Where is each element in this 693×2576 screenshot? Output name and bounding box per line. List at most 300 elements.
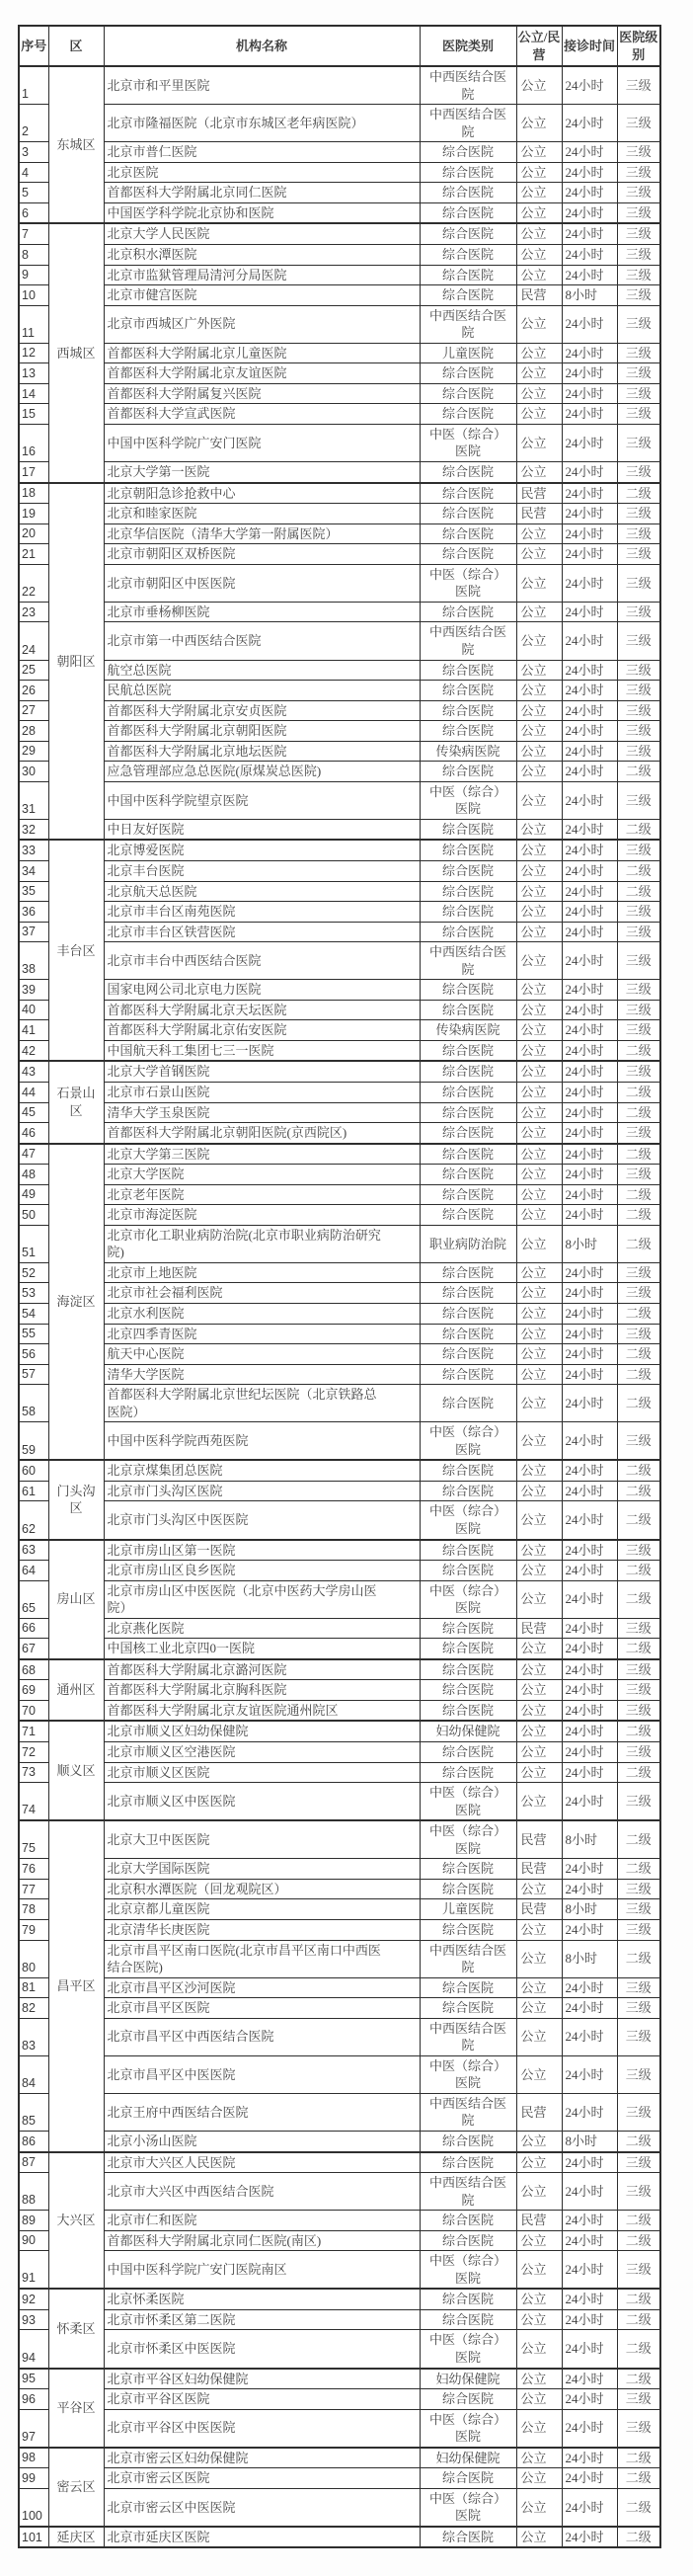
hours-cell: 24小时 bbox=[562, 2448, 617, 2468]
hospital-name-cell: 北京市昌平区医院 bbox=[104, 1998, 420, 2019]
hours-cell: 24小时 bbox=[562, 202, 617, 223]
row-number-cell: 38 bbox=[19, 942, 48, 980]
category-cell: 综合医院 bbox=[420, 881, 516, 902]
table-row bbox=[19, 1700, 660, 1721]
level-cell: 三级 bbox=[617, 305, 660, 343]
ownership-cell: 公立 bbox=[516, 2409, 562, 2448]
hospital-name-cell: 北京市仁和医院 bbox=[104, 2211, 420, 2231]
hospital-name-cell: 北京市昌平区南口医院(北京市昌平区南口中西医结合医院) bbox=[104, 1940, 420, 1977]
ownership-cell: 公立 bbox=[516, 1998, 562, 2019]
district-cell: 延庆区 bbox=[48, 2527, 104, 2548]
ownership-cell: 公立 bbox=[516, 1020, 562, 1041]
district-cell: 大兴区 bbox=[48, 2152, 104, 2290]
table-row bbox=[19, 1940, 660, 1977]
level-cell: 三级 bbox=[617, 2152, 660, 2173]
hours-cell: 24小时 bbox=[562, 762, 617, 782]
table-row bbox=[19, 1460, 660, 1481]
header-hospital-category: 医院类别 bbox=[420, 26, 516, 66]
row-number-cell: 56 bbox=[19, 1344, 48, 1365]
hospital-name-cell: 首都医科大学附属北京同仁医院 bbox=[104, 183, 420, 203]
row-number-cell: 44 bbox=[19, 1082, 48, 1102]
table-row bbox=[19, 1879, 660, 1899]
level-cell: 三级 bbox=[617, 700, 660, 721]
level-cell: 二级 bbox=[617, 1184, 660, 1205]
table-row bbox=[19, 2389, 660, 2410]
ownership-cell: 公立 bbox=[516, 1225, 562, 1262]
row-number-cell: 46 bbox=[19, 1123, 48, 1144]
hospital-name-cell: 国家电网公司北京电力医院 bbox=[104, 980, 420, 1001]
row-number-cell: 66 bbox=[19, 1618, 48, 1639]
hours-cell: 24小时 bbox=[562, 2289, 617, 2309]
category-cell: 综合医院 bbox=[420, 544, 516, 565]
row-number-cell: 23 bbox=[19, 602, 48, 622]
table-row bbox=[19, 2018, 660, 2055]
table-row bbox=[19, 404, 660, 425]
ownership-cell: 公立 bbox=[516, 2173, 562, 2211]
table-row bbox=[19, 1977, 660, 1998]
hospital-name-cell: 北京大学第三医院 bbox=[104, 1144, 420, 1165]
table-row bbox=[19, 741, 660, 762]
district-cell: 朝阳区 bbox=[48, 483, 104, 841]
row-number-cell: 45 bbox=[19, 1102, 48, 1123]
category-cell: 综合医院 bbox=[420, 840, 516, 860]
level-cell: 二级 bbox=[617, 2468, 660, 2489]
hospital-name-cell: 北京市密云区中医医院 bbox=[104, 2488, 420, 2527]
level-cell: 二级 bbox=[617, 1561, 660, 1581]
category-cell: 综合医院 bbox=[420, 1324, 516, 1344]
category-cell: 综合医院 bbox=[420, 1061, 516, 1082]
hospital-name-cell: 北京市昌平区中医医院 bbox=[104, 2055, 420, 2093]
hospital-name-cell: 北京市密云区妇幼保健院 bbox=[104, 2448, 420, 2468]
row-number-cell: 76 bbox=[19, 1859, 48, 1880]
ownership-cell: 公立 bbox=[516, 922, 562, 942]
row-number-cell: 17 bbox=[19, 462, 48, 483]
ownership-cell: 公立 bbox=[516, 265, 562, 285]
hospital-name-cell: 北京京都儿童医院 bbox=[104, 1899, 420, 1920]
category-cell: 综合医院 bbox=[420, 1144, 516, 1165]
ownership-cell: 公立 bbox=[516, 2488, 562, 2527]
level-cell: 二级 bbox=[617, 2369, 660, 2389]
level-cell: 二级 bbox=[617, 881, 660, 902]
district-cell: 怀柔区 bbox=[48, 2289, 104, 2368]
hospital-name-cell: 中国中医科学院广安门医院 bbox=[104, 424, 420, 461]
hours-cell: 24小时 bbox=[562, 1762, 617, 1783]
hospital-name-cell: 首都医科大学附属北京佑安医院 bbox=[104, 1020, 420, 1041]
hospital-name-cell: 北京市丰台中西医结合医院 bbox=[104, 942, 420, 980]
hospital-name-cell: 北京怀柔医院 bbox=[104, 2289, 420, 2309]
hours-cell: 24小时 bbox=[562, 1283, 617, 1304]
level-cell: 三级 bbox=[617, 1324, 660, 1344]
ownership-cell: 公立 bbox=[516, 462, 562, 483]
level-cell: 三级 bbox=[617, 1879, 660, 1899]
hospital-name-cell: 北京华信医院（清华大学第一附属医院） bbox=[104, 523, 420, 544]
level-cell: 三级 bbox=[617, 922, 660, 942]
ownership-cell: 公立 bbox=[516, 1919, 562, 1940]
category-cell: 综合医院 bbox=[420, 142, 516, 163]
hours-cell: 24小时 bbox=[562, 343, 617, 363]
row-number-cell: 6 bbox=[19, 202, 48, 223]
hospital-name-cell: 北京市普仁医院 bbox=[104, 142, 420, 163]
level-cell: 三级 bbox=[617, 1262, 660, 1283]
table-row bbox=[19, 1859, 660, 1880]
row-number-cell: 39 bbox=[19, 980, 48, 1001]
level-cell: 二级 bbox=[617, 1364, 660, 1385]
ownership-cell: 公立 bbox=[516, 1422, 562, 1461]
row-number-cell: 32 bbox=[19, 819, 48, 840]
level-cell: 三级 bbox=[617, 504, 660, 524]
table-row bbox=[19, 1501, 660, 1540]
district-cell: 昌平区 bbox=[48, 1820, 104, 2151]
table-row bbox=[19, 840, 660, 860]
level-cell: 三级 bbox=[617, 602, 660, 622]
row-number-cell: 19 bbox=[19, 504, 48, 524]
hospital-name-cell: 首都医科大学附属北京儿童医院 bbox=[104, 343, 420, 363]
category-cell: 综合医院 bbox=[420, 2152, 516, 2173]
level-cell: 三级 bbox=[617, 681, 660, 701]
category-cell: 综合医院 bbox=[420, 922, 516, 942]
row-number-cell: 64 bbox=[19, 1561, 48, 1581]
hospital-name-cell: 北京朝阳急诊抢救中心 bbox=[104, 483, 420, 504]
row-number-cell: 90 bbox=[19, 2230, 48, 2251]
level-cell: 三级 bbox=[617, 523, 660, 544]
row-number-cell: 75 bbox=[19, 1820, 48, 1859]
table-row bbox=[19, 363, 660, 384]
hours-cell: 24小时 bbox=[562, 2055, 617, 2093]
level-cell: 二级 bbox=[617, 1721, 660, 1741]
ownership-cell: 公立 bbox=[516, 223, 562, 244]
table-row bbox=[19, 1364, 660, 1385]
category-cell: 综合医院 bbox=[420, 1481, 516, 1501]
level-cell: 三级 bbox=[617, 2018, 660, 2055]
table-row bbox=[19, 462, 660, 483]
hospital-name-cell: 北京市房山区中医医院（北京中医药大学房山医院） bbox=[104, 1580, 420, 1618]
ownership-cell: 公立 bbox=[516, 1262, 562, 1283]
hospital-name-cell: 北京市密云区医院 bbox=[104, 2468, 420, 2489]
level-cell: 二级 bbox=[617, 819, 660, 840]
hours-cell: 24小时 bbox=[562, 1205, 617, 1226]
ownership-cell: 公立 bbox=[516, 2152, 562, 2173]
ownership-cell: 公立 bbox=[516, 2330, 562, 2369]
row-number-cell: 67 bbox=[19, 1639, 48, 1659]
table-row bbox=[19, 1144, 660, 1165]
category-cell: 中西医结合医院 bbox=[420, 942, 516, 980]
category-cell: 儿童医院 bbox=[420, 1899, 516, 1920]
table-row bbox=[19, 2131, 660, 2151]
hospital-name-cell: 北京市丰台区铁营医院 bbox=[104, 922, 420, 942]
row-number-cell: 95 bbox=[19, 2369, 48, 2389]
level-cell: 二级 bbox=[617, 2131, 660, 2151]
table-row bbox=[19, 2173, 660, 2211]
row-number-cell: 82 bbox=[19, 1998, 48, 2019]
ownership-cell: 公立 bbox=[516, 700, 562, 721]
hours-cell: 24小时 bbox=[562, 860, 617, 881]
category-cell: 中医（综合）医院 bbox=[420, 2330, 516, 2369]
ownership-cell: 公立 bbox=[516, 1540, 562, 1561]
level-cell: 三级 bbox=[617, 1680, 660, 1701]
row-number-cell: 52 bbox=[19, 1262, 48, 1283]
level-cell: 二级 bbox=[617, 2448, 660, 2468]
hospital-name-cell: 北京医院 bbox=[104, 162, 420, 183]
row-number-cell: 48 bbox=[19, 1165, 48, 1185]
table-row bbox=[19, 343, 660, 363]
district-cell: 房山区 bbox=[48, 1540, 104, 1659]
category-cell: 中西医结合医院 bbox=[420, 66, 516, 105]
hospital-name-cell: 中国中医科学院广安门医院南区 bbox=[104, 2251, 420, 2290]
category-cell: 综合医院 bbox=[420, 1998, 516, 2019]
level-cell: 二级 bbox=[617, 2211, 660, 2231]
level-cell: 二级 bbox=[617, 483, 660, 504]
hospital-name-cell: 北京和睦家医院 bbox=[104, 504, 420, 524]
category-cell: 综合医院 bbox=[420, 1344, 516, 1365]
hospital-table-body bbox=[19, 66, 660, 2547]
ownership-cell: 民营 bbox=[516, 2211, 562, 2231]
hospital-name-cell: 北京清华长庚医院 bbox=[104, 1919, 420, 1940]
row-number-cell: 80 bbox=[19, 1940, 48, 1977]
hospital-name-cell: 中国中医科学院西苑医院 bbox=[104, 1422, 420, 1461]
ownership-cell: 公立 bbox=[516, 1040, 562, 1061]
table-row bbox=[19, 902, 660, 923]
hours-cell: 24小时 bbox=[562, 245, 617, 266]
hospital-name-cell: 首都医科大学附属北京朝阳医院 bbox=[104, 721, 420, 742]
hospital-name-cell: 北京市昌平区沙河医院 bbox=[104, 1977, 420, 1998]
row-number-cell: 5 bbox=[19, 183, 48, 203]
table-row bbox=[19, 1020, 660, 1041]
row-number-cell: 9 bbox=[19, 265, 48, 285]
category-cell: 妇幼保健院 bbox=[420, 2369, 516, 2389]
category-cell: 妇幼保健院 bbox=[420, 1721, 516, 1741]
row-number-cell: 94 bbox=[19, 2330, 48, 2369]
table-row bbox=[19, 1385, 660, 1422]
level-cell: 二级 bbox=[617, 1859, 660, 1880]
row-number-cell: 28 bbox=[19, 721, 48, 742]
level-cell: 三级 bbox=[617, 265, 660, 285]
hospital-name-cell: 北京市化工职业病防治院(北京市职业病防治研究院) bbox=[104, 1225, 420, 1262]
hours-cell: 24小时 bbox=[562, 66, 617, 105]
ownership-cell: 公立 bbox=[516, 2389, 562, 2410]
category-cell: 综合医院 bbox=[420, 285, 516, 306]
ownership-cell: 公立 bbox=[516, 1783, 562, 1821]
hospital-name-cell: 北京市房山区良乡医院 bbox=[104, 1561, 420, 1581]
category-cell: 综合医院 bbox=[420, 1205, 516, 1226]
hospital-name-cell: 中日友好医院 bbox=[104, 819, 420, 840]
hours-cell: 24小时 bbox=[562, 1879, 617, 1899]
category-cell: 综合医院 bbox=[420, 1000, 516, 1020]
hours-cell: 24小时 bbox=[562, 1721, 617, 1741]
ownership-cell: 公立 bbox=[516, 781, 562, 819]
ownership-cell: 民营 bbox=[516, 1899, 562, 1920]
table-row bbox=[19, 2211, 660, 2231]
hospital-name-cell: 北京市顺义区医院 bbox=[104, 1762, 420, 1783]
category-cell: 综合医院 bbox=[420, 183, 516, 203]
hospital-name-cell: 航空总医院 bbox=[104, 660, 420, 681]
table-row bbox=[19, 762, 660, 782]
ownership-cell: 公立 bbox=[516, 1762, 562, 1783]
hospital-name-cell: 北京市丰台区南苑医院 bbox=[104, 902, 420, 923]
category-cell: 传染病医院 bbox=[420, 741, 516, 762]
hospital-name-cell: 首都医科大学附属复兴医院 bbox=[104, 383, 420, 404]
table-row bbox=[19, 162, 660, 183]
hours-cell: 24小时 bbox=[562, 142, 617, 163]
row-number-cell: 53 bbox=[19, 1283, 48, 1304]
table-row bbox=[19, 1324, 660, 1344]
header-ownership: 公立/民营 bbox=[516, 26, 562, 66]
level-cell: 三级 bbox=[617, 2409, 660, 2448]
level-cell: 三级 bbox=[617, 1000, 660, 1020]
hospital-name-cell: 北京市门头沟区医院 bbox=[104, 1481, 420, 1501]
table-row bbox=[19, 523, 660, 544]
category-cell: 综合医院 bbox=[420, 1700, 516, 1721]
level-cell: 二级 bbox=[617, 1225, 660, 1262]
level-cell: 三级 bbox=[617, 142, 660, 163]
level-cell: 二级 bbox=[617, 1481, 660, 1501]
hospital-name-cell: 北京老年医院 bbox=[104, 1184, 420, 1205]
level-cell: 三级 bbox=[617, 424, 660, 461]
district-cell: 顺义区 bbox=[48, 1721, 104, 1820]
hours-cell: 24小时 bbox=[562, 1680, 617, 1701]
hospital-name-cell: 北京京煤集团总医院 bbox=[104, 1460, 420, 1481]
level-cell: 三级 bbox=[617, 741, 660, 762]
hours-cell: 24小时 bbox=[562, 383, 617, 404]
table-row bbox=[19, 660, 660, 681]
ownership-cell: 公立 bbox=[516, 383, 562, 404]
hospital-name-cell: 北京市门头沟区中医医院 bbox=[104, 1501, 420, 1540]
hours-cell: 24小时 bbox=[562, 2152, 617, 2173]
row-number-cell: 18 bbox=[19, 483, 48, 504]
ownership-cell: 公立 bbox=[516, 902, 562, 923]
hospital-name-cell: 北京大卫中医医院 bbox=[104, 1820, 420, 1859]
row-number-cell: 33 bbox=[19, 840, 48, 860]
hospital-name-cell: 首都医科大学附属北京友谊医院 bbox=[104, 363, 420, 384]
category-cell: 综合医院 bbox=[420, 1082, 516, 1102]
table-row bbox=[19, 2309, 660, 2330]
category-cell: 综合医院 bbox=[420, 1561, 516, 1581]
category-cell: 综合医院 bbox=[420, 1742, 516, 1763]
hospital-name-cell: 中国医学科学院北京协和医院 bbox=[104, 202, 420, 223]
category-cell: 儿童医院 bbox=[420, 343, 516, 363]
row-number-cell: 72 bbox=[19, 1742, 48, 1763]
row-number-cell: 92 bbox=[19, 2289, 48, 2309]
hours-cell: 24小时 bbox=[562, 1061, 617, 1082]
level-cell: 三级 bbox=[617, 245, 660, 266]
category-cell: 中医（综合）医院 bbox=[420, 1783, 516, 1821]
ownership-cell: 公立 bbox=[516, 2018, 562, 2055]
hospital-name-cell: 北京市顺义区空港医院 bbox=[104, 1742, 420, 1763]
category-cell: 综合医院 bbox=[420, 860, 516, 881]
ownership-cell: 民营 bbox=[516, 504, 562, 524]
header-hospital-level: 医院级别 bbox=[617, 26, 660, 66]
table-row bbox=[19, 819, 660, 840]
level-cell: 三级 bbox=[617, 404, 660, 425]
hospital-name-cell: 北京市延庆区医院 bbox=[104, 2527, 420, 2548]
level-cell: 二级 bbox=[617, 1205, 660, 1226]
row-number-cell: 25 bbox=[19, 660, 48, 681]
level-cell: 三级 bbox=[617, 1540, 660, 1561]
level-cell: 三级 bbox=[617, 980, 660, 1001]
category-cell: 综合医院 bbox=[420, 1618, 516, 1639]
table-row bbox=[19, 1422, 660, 1461]
ownership-cell: 公立 bbox=[516, 1700, 562, 1721]
hours-cell: 24小时 bbox=[562, 2330, 617, 2369]
ownership-cell: 公立 bbox=[516, 523, 562, 544]
hospital-name-cell: 北京市怀柔区第二医院 bbox=[104, 2309, 420, 2330]
level-cell: 三级 bbox=[617, 363, 660, 384]
row-number-cell: 58 bbox=[19, 1385, 48, 1422]
hospital-name-cell: 北京市朝阳区中医医院 bbox=[104, 564, 420, 602]
hospital-name-cell: 首都医科大学附属北京世纪坛医院（北京铁路总医院） bbox=[104, 1385, 420, 1422]
table-row bbox=[19, 2230, 660, 2251]
district-cell: 海淀区 bbox=[48, 1144, 104, 1461]
row-number-cell: 35 bbox=[19, 881, 48, 902]
row-number-cell: 63 bbox=[19, 1540, 48, 1561]
hours-cell: 24小时 bbox=[562, 2369, 617, 2389]
table-row bbox=[19, 980, 660, 1001]
ownership-cell: 公立 bbox=[516, 840, 562, 860]
hours-cell: 24小时 bbox=[562, 1501, 617, 1540]
level-cell: 二级 bbox=[617, 2330, 660, 2369]
hours-cell: 24小时 bbox=[562, 840, 617, 860]
hours-cell: 24小时 bbox=[562, 1783, 617, 1821]
hours-cell: 24小时 bbox=[562, 2173, 617, 2211]
hours-cell: 24小时 bbox=[562, 564, 617, 602]
hospital-name-cell: 北京丰台医院 bbox=[104, 860, 420, 881]
ownership-cell: 公立 bbox=[516, 2468, 562, 2489]
ownership-cell: 公立 bbox=[516, 1205, 562, 1226]
hours-cell: 24小时 bbox=[562, 902, 617, 923]
row-number-cell: 65 bbox=[19, 1580, 48, 1618]
ownership-cell: 公立 bbox=[516, 2289, 562, 2309]
table-row bbox=[19, 1540, 660, 1561]
row-number-cell: 41 bbox=[19, 1020, 48, 1041]
ownership-cell: 公立 bbox=[516, 1742, 562, 1763]
table-row bbox=[19, 1000, 660, 1020]
ownership-cell: 公立 bbox=[516, 681, 562, 701]
row-number-cell: 68 bbox=[19, 1659, 48, 1680]
table-row bbox=[19, 1102, 660, 1123]
ownership-cell: 公立 bbox=[516, 1659, 562, 1680]
table-header bbox=[19, 26, 660, 66]
table-row bbox=[19, 1820, 660, 1859]
ownership-cell: 公立 bbox=[516, 424, 562, 461]
table-row bbox=[19, 66, 660, 105]
ownership-cell: 公立 bbox=[516, 2251, 562, 2290]
table-row bbox=[19, 183, 660, 203]
ownership-cell: 公立 bbox=[516, 404, 562, 425]
hours-cell: 24小时 bbox=[562, 523, 617, 544]
hours-cell: 24小时 bbox=[562, 2468, 617, 2489]
category-cell: 综合医院 bbox=[420, 383, 516, 404]
table-row bbox=[19, 1262, 660, 1283]
ownership-cell: 公立 bbox=[516, 602, 562, 622]
hospital-name-cell: 北京市昌平区中西医结合医院 bbox=[104, 2018, 420, 2055]
hours-cell: 24小时 bbox=[562, 1561, 617, 1581]
level-cell: 三级 bbox=[617, 162, 660, 183]
hours-cell: 24小时 bbox=[562, 1919, 617, 1940]
category-cell: 综合医院 bbox=[420, 1102, 516, 1123]
district-cell: 西城区 bbox=[48, 223, 104, 482]
category-cell: 综合医院 bbox=[420, 523, 516, 544]
category-cell: 中西医结合医院 bbox=[420, 622, 516, 660]
level-cell: 二级 bbox=[617, 1580, 660, 1618]
row-number-cell: 14 bbox=[19, 383, 48, 404]
ownership-cell: 公立 bbox=[516, 1304, 562, 1325]
level-cell: 二级 bbox=[617, 2230, 660, 2251]
category-cell: 综合医院 bbox=[420, 1385, 516, 1422]
ownership-cell: 公立 bbox=[516, 66, 562, 105]
hospital-name-cell: 北京水利医院 bbox=[104, 1304, 420, 1325]
ownership-cell: 公立 bbox=[516, 1721, 562, 1741]
hours-cell: 24小时 bbox=[562, 162, 617, 183]
ownership-cell: 公立 bbox=[516, 1364, 562, 1385]
